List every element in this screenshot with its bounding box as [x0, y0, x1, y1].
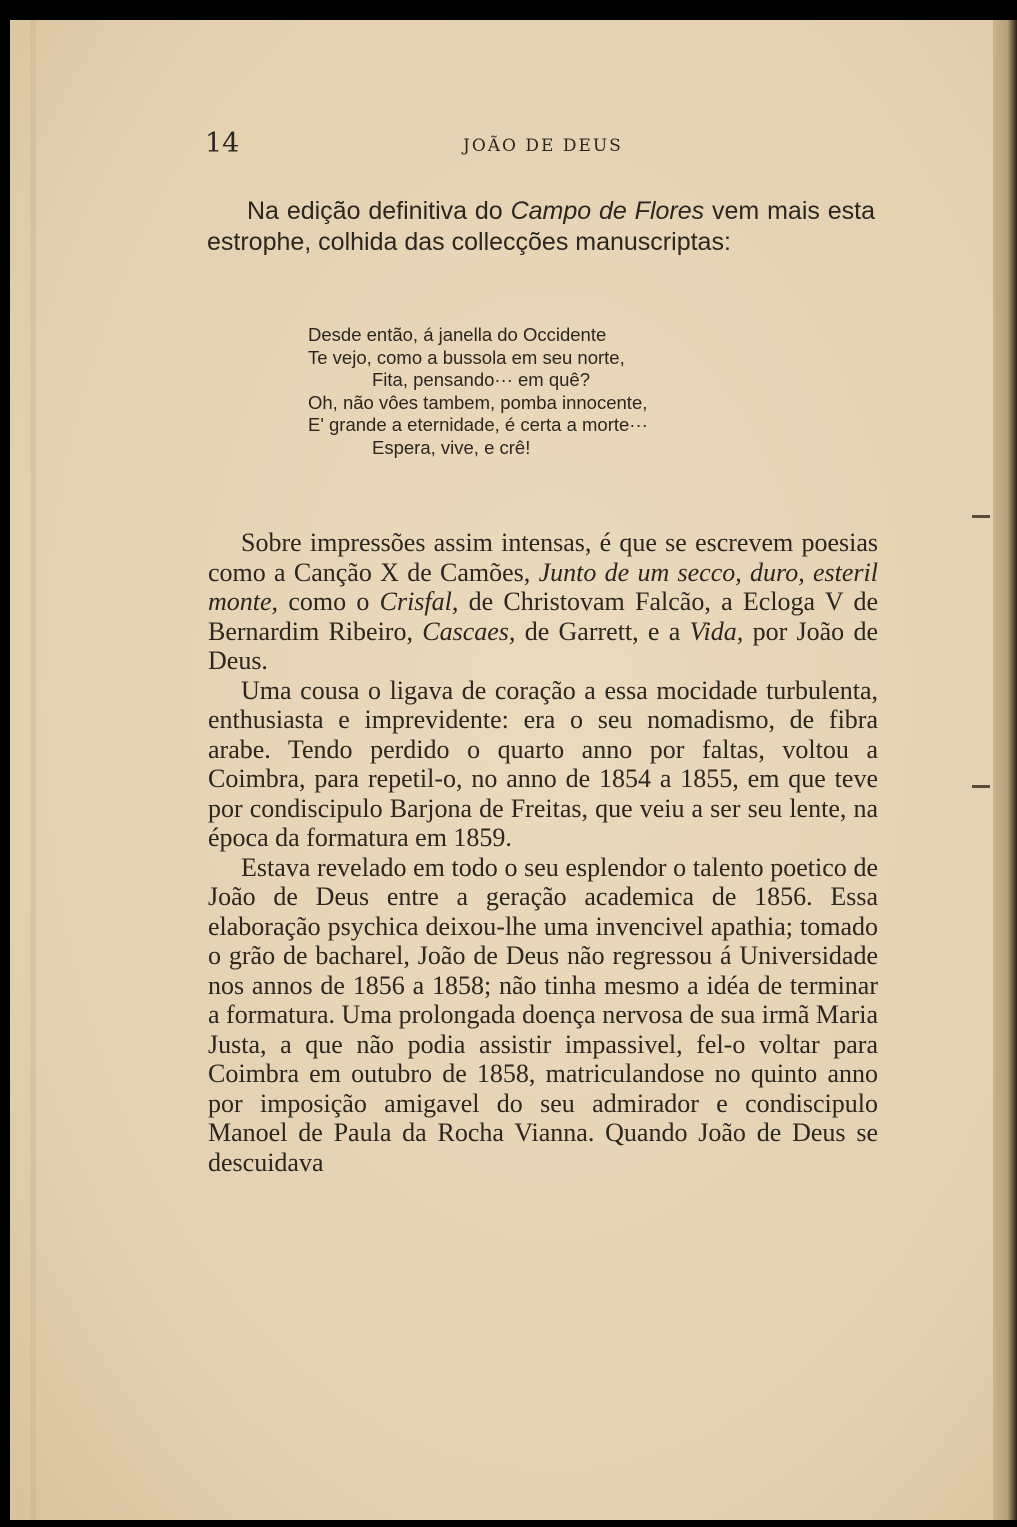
text-run: de Christovam Falcão, a Ecloga V de Bernardim Ribeiro,: [208, 587, 878, 646]
page-mark: [972, 785, 990, 788]
text-run: por João de Deus.: [208, 616, 878, 675]
work-title: Junto de um secco, duro, esteril monte,: [208, 557, 878, 616]
poem-line: Te vejo, como a bussola em seu norte,: [308, 346, 625, 368]
text-run: Sobre impressões assim intensas, é que se escrevem poesias como a Canção X de Camões,: [208, 528, 878, 587]
work-title: Cascaes,: [422, 616, 516, 646]
intro-text: Na edição definitiva do: [247, 197, 511, 225]
page-mark: [972, 515, 990, 518]
poem-line: E' grande a eternidade, é certa a morte···: [308, 414, 648, 435]
text-run: de Garrett, e a: [515, 616, 690, 646]
page-stripe: [30, 20, 36, 1520]
poem-stanza: [308, 324, 648, 459]
intro-text: vem mais esta estrophe, colhida das collecções manuscriptas:: [207, 197, 876, 256]
page-number: 14: [205, 128, 240, 159]
work-title: Vida,: [689, 616, 744, 646]
running-title: JOÃO DE DEUS: [463, 136, 623, 156]
work-title: Crisfal,: [379, 587, 459, 616]
paragraph: Estava revelado em todo o seu esplendor o talento poetico de João de Deus entre a geração academica de 1856. Essa elaboração psychica deixou-lhe uma invencivel apathia; tomado o grão de bacharel, João de Deus não regressou á Universidade nos annos de 1856 a 1858; não tinha mesmo a idéa de terminar a formatura. Uma prolongada doença nervosa de sua irmã Maria Justa, a que não podia assistir impassivel, fel-o voltar para Coimbra em outubro de 1858, matriculandose no quinto anno por imposição amigavel do seu admirador e condiscipulo Manoel de Paula da Rocha Vianna. Quando João de Deus se descuidava: [208, 852, 878, 1177]
intro-book-title: Campo de Flores: [510, 197, 705, 225]
paragraph: [208, 528, 878, 676]
page-header: [205, 128, 885, 168]
poem-line: Desde então, á janella do Occidente: [308, 324, 607, 345]
paragraph: Uma cousa o ligava de coração a essa mocidade turbulenta, enthusiasta e imprevidente: era o seu nomadismo, de fibra arabe. Tendo perdido o quarto anno por faltas, voltou a Coimbra, para repetil-o, no anno de 1854 a 1855, em que teve por condiscipulo Barjona de Freitas, que veiu a ser seu lente, na época da formatura em 1859.: [208, 675, 878, 852]
poem-line: Oh, não vôes tambem, pomba innocente,: [308, 391, 648, 413]
page-edge: [993, 20, 1017, 1520]
poem-line: Fita, pensando··· em quê?: [372, 369, 591, 390]
body-text: [208, 528, 878, 1177]
poem-line: Espera, vive, e crê!: [372, 436, 531, 458]
text-run: como o: [278, 587, 380, 616]
intro-paragraph: [207, 196, 875, 258]
